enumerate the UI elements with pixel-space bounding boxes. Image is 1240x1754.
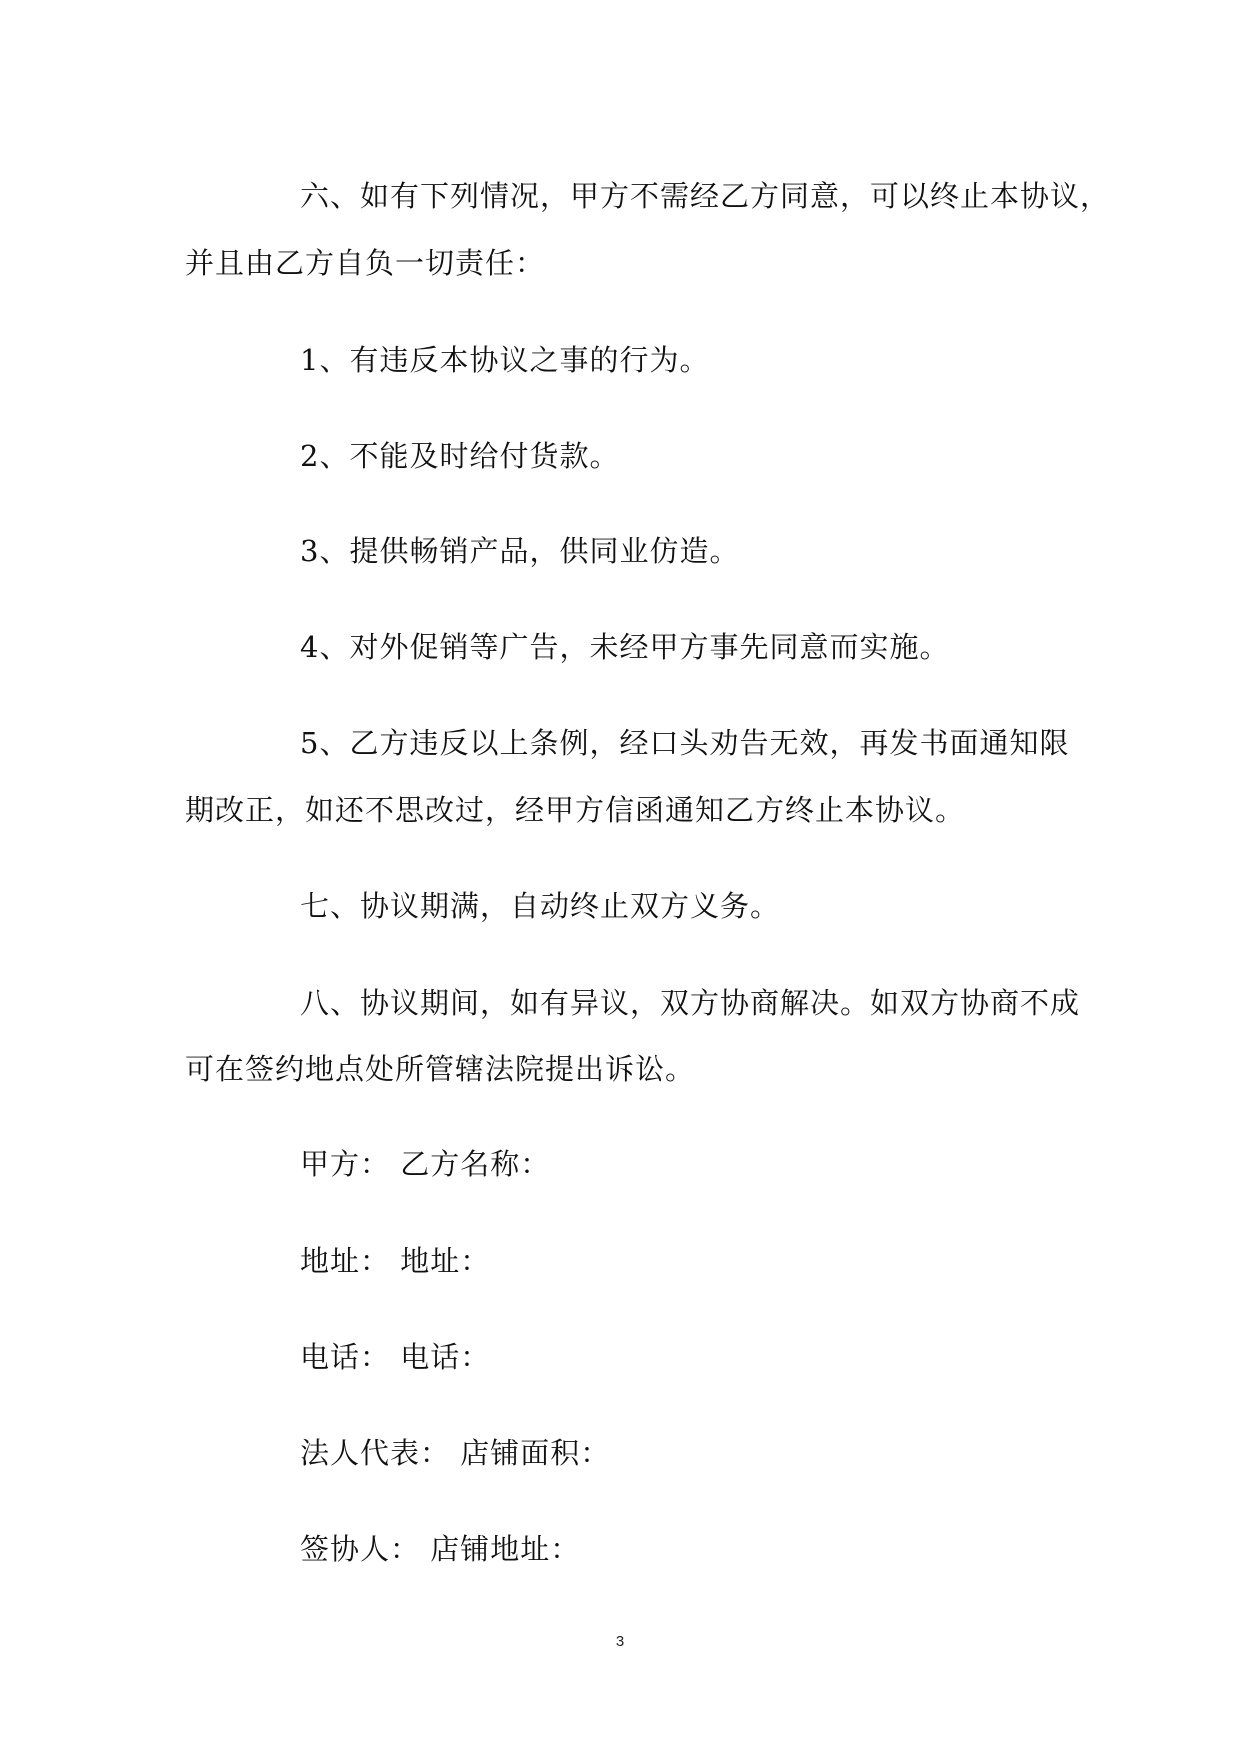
signature-signer: 签协人： 店铺地址：: [300, 1532, 581, 1566]
clause-6-item-5-line-1: 5、乙方违反以上条例，经口头劝告无效，再发书面通知限: [300, 726, 1070, 760]
clause-6-item-1: 1、有违反本协议之事的行为。: [300, 343, 710, 377]
clause-8-line-2: 可在签约地点处所管辖法院提出诉讼。: [185, 1052, 696, 1086]
clause-6-item-4: 4、对外促销等广告，未经甲方事先同意而实施。: [300, 630, 950, 664]
clause-6-item-2: 2、不能及时给付货款。: [300, 439, 620, 473]
signature-phone: 电话： 电话：: [300, 1340, 491, 1374]
clause-7: 七、协议期满，自动终止双方义务。: [300, 889, 781, 923]
signature-legal-rep: 法人代表： 店铺面积：: [300, 1436, 611, 1470]
clause-6-line-1: 六、如有下列情况，甲方不需经乙方同意，可以终止本协议，: [300, 179, 1111, 213]
clause-8-line-1: 八、协议期间，如有异议，双方协商解决。如双方协商不成: [300, 986, 1081, 1020]
signature-party-a: 甲方： 乙方名称：: [300, 1147, 551, 1181]
clause-6-item-3: 3、提供畅销产品，供同业仿造。: [300, 534, 740, 568]
clause-6-item-5-line-2: 期改正，如还不思改过，经甲方信函通知乙方终止本协议。: [185, 793, 966, 827]
page-number: 3: [615, 1633, 625, 1650]
clause-6-line-2: 并且由乙方自负一切责任：: [185, 246, 546, 280]
signature-address: 地址： 地址：: [300, 1244, 491, 1278]
